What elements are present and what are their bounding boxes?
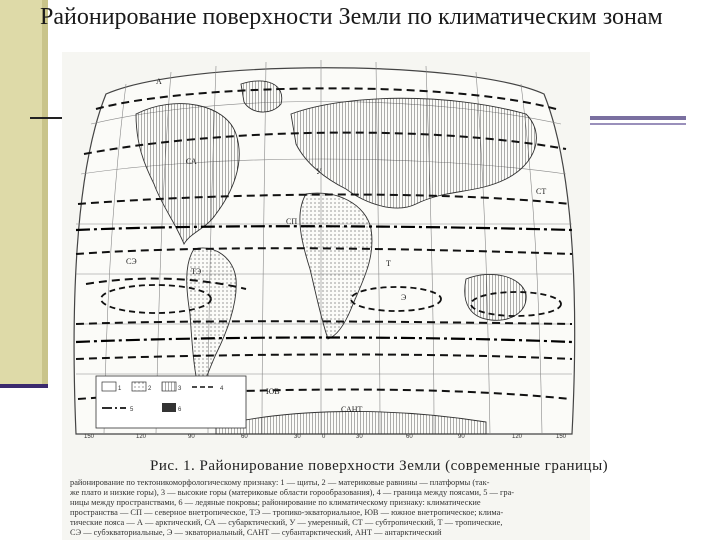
zone-label-u: У bbox=[316, 167, 322, 176]
lon-tick-2: 120 bbox=[136, 434, 147, 440]
zone-label-a: А bbox=[156, 77, 162, 86]
caption-line: тические пояса — А — арктический, СА — субарктический, У — умеренный, СТ — субтропический, Т — тропические, bbox=[70, 518, 503, 527]
zone-label-se: СЭ bbox=[126, 257, 137, 266]
legend-number-6: 6 bbox=[178, 407, 182, 413]
left-decorative-bar-edge bbox=[42, 0, 48, 385]
lon-tick-4: 60 bbox=[241, 434, 248, 440]
zone-label-e: Э bbox=[401, 293, 407, 302]
caption-line: же плато и низкие горы), 3 — высокие горы (материковые области горообразования), 4 — граница между поясами, 5 — гра- bbox=[70, 488, 515, 497]
figure-caption-title: Рис. 1. Районирование поверхности Земли (современные границы) bbox=[150, 458, 609, 474]
legend-number-3: 3 bbox=[178, 386, 182, 392]
legend-number-4: 4 bbox=[220, 386, 224, 392]
lon-tick-3: 90 bbox=[188, 434, 195, 440]
zone-label-sa: СА bbox=[186, 157, 197, 166]
slide-title: Районирование поверхности Земли по климатическим зонам bbox=[40, 4, 663, 30]
left-decorative-bar bbox=[0, 0, 42, 385]
legend-number-2: 2 bbox=[148, 386, 152, 392]
lon-tick-11: 150 bbox=[556, 434, 567, 440]
zone-label-yuv: ЮВ bbox=[266, 387, 280, 396]
legend-number-5: 5 bbox=[130, 407, 134, 413]
figure-caption-text bbox=[70, 478, 584, 538]
title-rule-right bbox=[588, 116, 686, 120]
australia bbox=[465, 274, 526, 320]
longitude-ticks bbox=[84, 434, 567, 440]
lon-tick-6: 0 bbox=[322, 434, 326, 440]
caption-line: СЭ — субэкваториальные, Э — экваториальный, САНТ — субантарктический, АНТ — антарктический bbox=[70, 528, 442, 537]
legend-number-1: 1 bbox=[118, 386, 122, 392]
lon-tick-1: 150 bbox=[84, 434, 95, 440]
climate-zone-map bbox=[66, 54, 582, 440]
caption-line: ницы между пространствами, 6 — ледяные покровы; районирование по климатическому признаку: климатические bbox=[70, 498, 481, 507]
lon-tick-5: 30 bbox=[294, 434, 301, 440]
zone-label-st: СТ bbox=[536, 187, 547, 196]
title-rule-right-secondary bbox=[588, 123, 686, 125]
title-rule-left bbox=[30, 117, 62, 119]
lon-tick-10: 120 bbox=[512, 434, 523, 440]
caption-line: пространства — СП — северное внетропическое, ТЭ — тропико-экваториальное, ЮВ — южное внетропическое; клима- bbox=[70, 508, 504, 517]
left-bottom-accent-line bbox=[0, 384, 48, 388]
lon-tick-7: 30 bbox=[356, 434, 363, 440]
zone-label-sp: СП bbox=[286, 217, 298, 226]
lon-tick-9: 90 bbox=[458, 434, 465, 440]
zone-label-te: ТЭ bbox=[191, 267, 202, 276]
zone-label-sant: САНТ bbox=[341, 405, 363, 414]
caption-line: районирование по тектоникоморфологическому признаку: 1 — щиты, 2 — материковые равнины — платформы (так- bbox=[70, 478, 490, 487]
map-legend bbox=[96, 376, 246, 428]
lon-tick-8: 60 bbox=[406, 434, 413, 440]
zone-label-t: Т bbox=[386, 259, 391, 268]
